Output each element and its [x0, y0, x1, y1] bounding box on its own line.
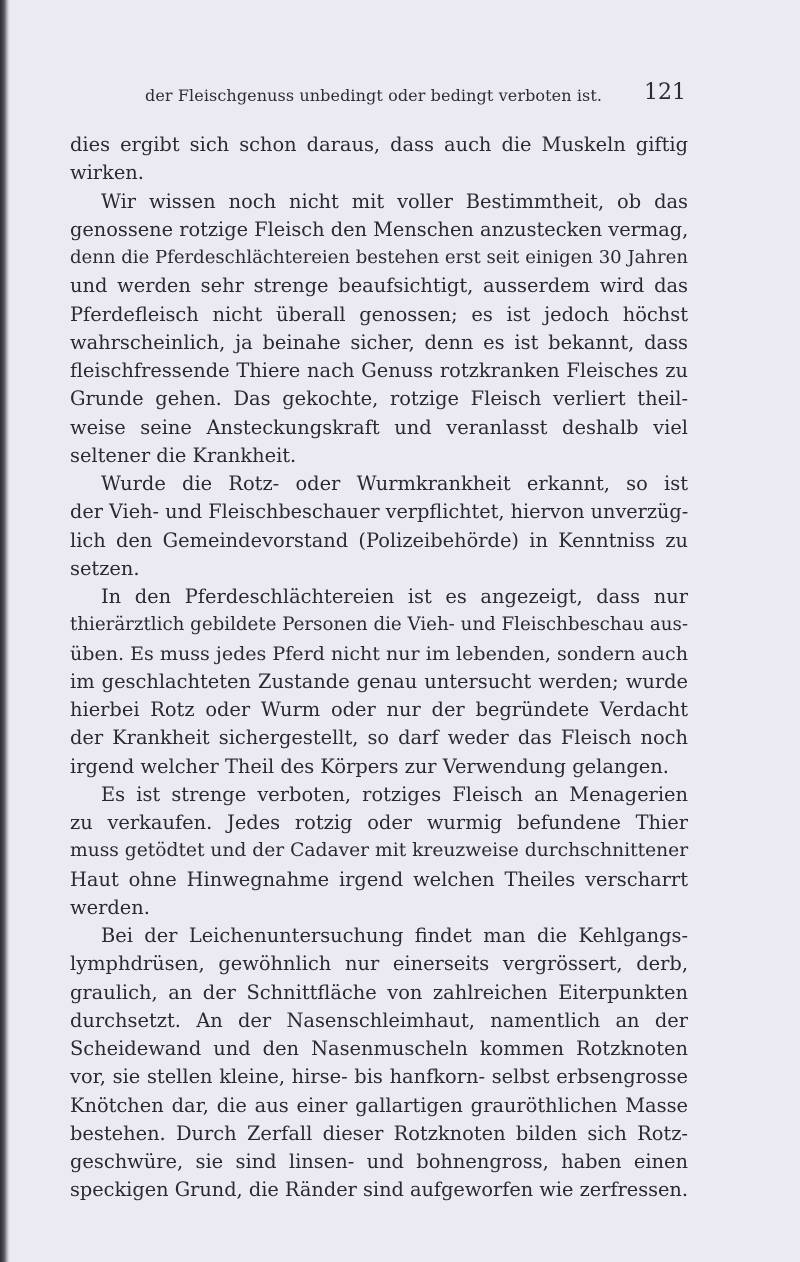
text-line: Es ist strenge verboten, rotziges Fleisch an Menagerien — [101, 782, 688, 806]
text-line: graulich, an der Schnittfläche von zahlreichen Eiterpunkten — [70, 980, 688, 1004]
text-line: In den Pferdeschlächtereien ist es angezeigt, dass nur — [101, 585, 688, 608]
text-line: werden. — [70, 895, 150, 919]
text-line: Scheidewand und den Nasenmuscheln kommen Rotzknoten — [70, 1037, 688, 1060]
text-line: thierärztlich gebildete Personen die Vieh- und Fleischbeschau aus- — [70, 614, 688, 636]
text-line: wirken. — [70, 161, 144, 185]
text-line: fleischfressende Thiere nach Genuss rotzkranken Fleisches zu — [70, 359, 688, 382]
text-line: dies ergibt sich schon daraus, dass auch die Muskeln giftig — [70, 133, 688, 156]
text-line: speckigen Grund, die Ränder sind aufgeworfen wie zerfressen. — [70, 1178, 688, 1202]
text-line: Pferdefleisch nicht überall genossen; es ist jedoch höchst — [70, 302, 688, 326]
text-line: weise seine Ansteckungskraft und veranlasst deshalb viel — [70, 415, 688, 439]
text-line: Haut ohne Hinwegnahme irgend welchen Theiles verscharrt — [70, 867, 688, 891]
text-line: Knötchen dar, die aus einer gallartigen grauröthlichen Masse — [70, 1093, 688, 1117]
text-line: durchsetzt. An der Nasenschleimhaut, namentlich an der — [70, 1008, 688, 1032]
text-line: wahrscheinlich, ja beinahe sicher, denn es ist bekannt, dass — [70, 330, 688, 354]
text-line: Bei der Leichenuntersuchung findet man die Kehlgangs- — [101, 924, 688, 947]
text-line: vor, sie stellen kleine, hirse- bis hanfkorn- selbst erbsengrosse — [70, 1065, 688, 1089]
running-head: der Fleischgenuss unbedingt oder bedingt verboten ist. — [145, 86, 603, 105]
text-line: irgend welcher Theil des Körpers zur Verwendung gelangen. — [70, 754, 669, 778]
page-binding-edge — [0, 0, 10, 1262]
text-line: lymphdrüsen, gewöhnlich nur einerseits vergrössert, derb, — [70, 952, 688, 976]
text-line: Wir wissen noch nicht mit voller Bestimmtheit, ob das — [101, 189, 688, 213]
text-line: üben. Es muss jedes Pferd nicht nur im lebenden, sondern auch — [70, 642, 688, 665]
text-line: der Vieh- und Fleischbeschauer verpflichtet, hiervon unverzüg- — [70, 500, 689, 524]
text-line: der Krankheit sichergestellt, so darf weder das Fleisch noch — [70, 726, 688, 750]
text-line: Grunde gehen. Das gekochte, rotzige Fleisch verliert theil- — [70, 387, 688, 411]
text-line: und werden sehr strenge beaufsichtigt, ausserdem wird das — [70, 274, 688, 298]
body-text — [70, 131, 688, 1205]
text-line: Wurde die Rotz- oder Wurmkrankheit erkannt, so ist — [101, 472, 688, 495]
text-line: zu verkaufen. Jedes rotzig oder wurmig befundene Thier — [70, 811, 688, 834]
text-line: muss getödtet und der Cadaver mit kreuzweise durchschnittener — [70, 840, 689, 862]
text-line: hierbei Rotz oder Wurm oder nur der begründete Verdacht — [70, 698, 688, 721]
text-line: genossene rotzige Fleisch den Menschen anzustecken vermag, — [70, 217, 689, 241]
text-line: lich den Gemeindevorstand (Polizeibehörde) in Kenntniss zu — [70, 528, 688, 552]
page-number: 121 — [644, 80, 686, 105]
text-line: geschwüre, sie sind linsen- und bohnengross, haben einen — [70, 1150, 688, 1173]
text-line: im geschlachteten Zustande genau untersucht werden; wurde — [70, 669, 688, 693]
text-line: bestehen. Durch Zerfall dieser Rotzknoten bilden sich Rotz- — [70, 1121, 688, 1145]
text-line: setzen. — [70, 556, 140, 580]
text-line: seltener die Krankheit. — [70, 443, 297, 467]
text-line: denn die Pferdeschlächtereien bestehen erst seit einigen 30 Jahren — [70, 247, 688, 268]
